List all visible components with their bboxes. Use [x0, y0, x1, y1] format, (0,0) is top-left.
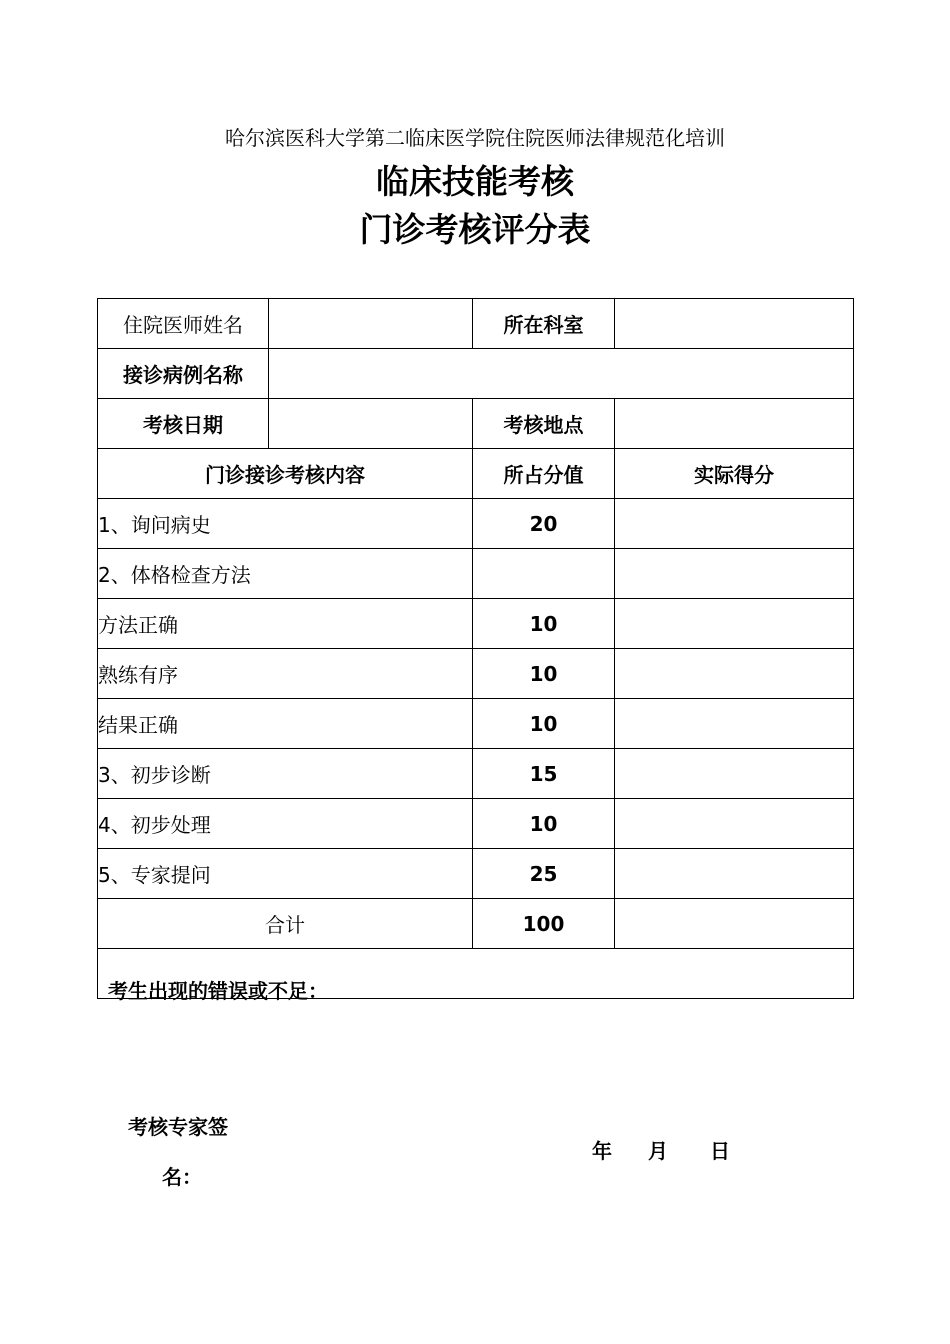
case-name-label: 接诊病例名称 — [98, 349, 269, 399]
actual-score-field[interactable] — [615, 649, 854, 699]
item-label: 2、体格检查方法 — [98, 549, 473, 599]
sub-item-label: 方法正确 — [98, 599, 473, 649]
exam-info-row — [98, 399, 854, 449]
item-points — [473, 549, 615, 599]
points-column-header: 所占分值 — [473, 449, 615, 499]
table-row — [98, 499, 854, 549]
exam-date-label: 考核日期 — [98, 399, 269, 449]
item-points: 20 — [473, 499, 615, 549]
item-points: 25 — [473, 849, 615, 899]
exam-date-field[interactable] — [269, 399, 473, 449]
comments-row — [98, 949, 854, 999]
date-line — [592, 1135, 730, 1164]
table-row — [98, 649, 854, 699]
case-name-row — [98, 349, 854, 399]
exam-location-field[interactable] — [615, 399, 854, 449]
actual-score-field[interactable] — [615, 549, 854, 599]
item-label: 5、专家提问 — [98, 849, 473, 899]
sub-item-label: 熟练有序 — [98, 649, 473, 699]
total-label: 合计 — [98, 899, 473, 949]
case-name-field[interactable] — [269, 349, 854, 399]
score-form-table — [97, 298, 854, 1189]
signature-label-line1: 考核专家签 — [128, 1115, 228, 1139]
table-row — [98, 849, 854, 899]
content-column-header: 门诊接诊考核内容 — [98, 449, 473, 499]
item-label: 3、初步诊断 — [98, 749, 473, 799]
total-actual-score-field[interactable] — [615, 899, 854, 949]
table-row — [98, 699, 854, 749]
resident-name-label: 住院医师姓名 — [98, 299, 269, 349]
form-title: 门诊考核评分表 — [359, 210, 591, 249]
department-field[interactable] — [615, 299, 854, 349]
issues-label: 考生出现的错误或不足： — [108, 979, 328, 1003]
item-points: 10 — [473, 599, 615, 649]
signature-label-line2: 名： — [162, 1165, 202, 1189]
table-row — [98, 549, 854, 599]
actual-score-field[interactable] — [615, 799, 854, 849]
actual-score-field[interactable] — [615, 499, 854, 549]
actual-score-field[interactable] — [615, 849, 854, 899]
table-row — [98, 799, 854, 849]
sub-item-label: 结果正确 — [98, 699, 473, 749]
column-header-row — [98, 449, 854, 499]
total-points: 100 — [473, 899, 615, 949]
resident-info-row — [98, 299, 854, 349]
item-points: 10 — [473, 699, 615, 749]
item-points: 15 — [473, 749, 615, 799]
actual-score-field[interactable] — [615, 599, 854, 649]
item-points: 10 — [473, 649, 615, 699]
table-row — [98, 599, 854, 649]
table-row — [98, 749, 854, 799]
department-label: 所在科室 — [473, 299, 615, 349]
header-subtitle: 哈尔滨医科大学第二临床医学院住院医师法律规范化培训 — [225, 126, 725, 150]
actual-score-field[interactable] — [615, 699, 854, 749]
item-label: 4、初步处理 — [98, 799, 473, 849]
day-label: 日 — [710, 1139, 730, 1163]
year-label: 年 — [592, 1139, 612, 1163]
actual-score-field[interactable] — [615, 749, 854, 799]
page-title: 临床技能考核 — [376, 162, 574, 201]
actual-column-header: 实际得分 — [615, 449, 854, 499]
month-label: 月 — [648, 1139, 668, 1163]
item-label: 1、询问病史 — [98, 499, 473, 549]
resident-name-field[interactable] — [269, 299, 473, 349]
comments-cell[interactable] — [98, 949, 854, 1189]
total-row — [98, 899, 854, 949]
item-points: 10 — [473, 799, 615, 849]
exam-location-label: 考核地点 — [473, 399, 615, 449]
